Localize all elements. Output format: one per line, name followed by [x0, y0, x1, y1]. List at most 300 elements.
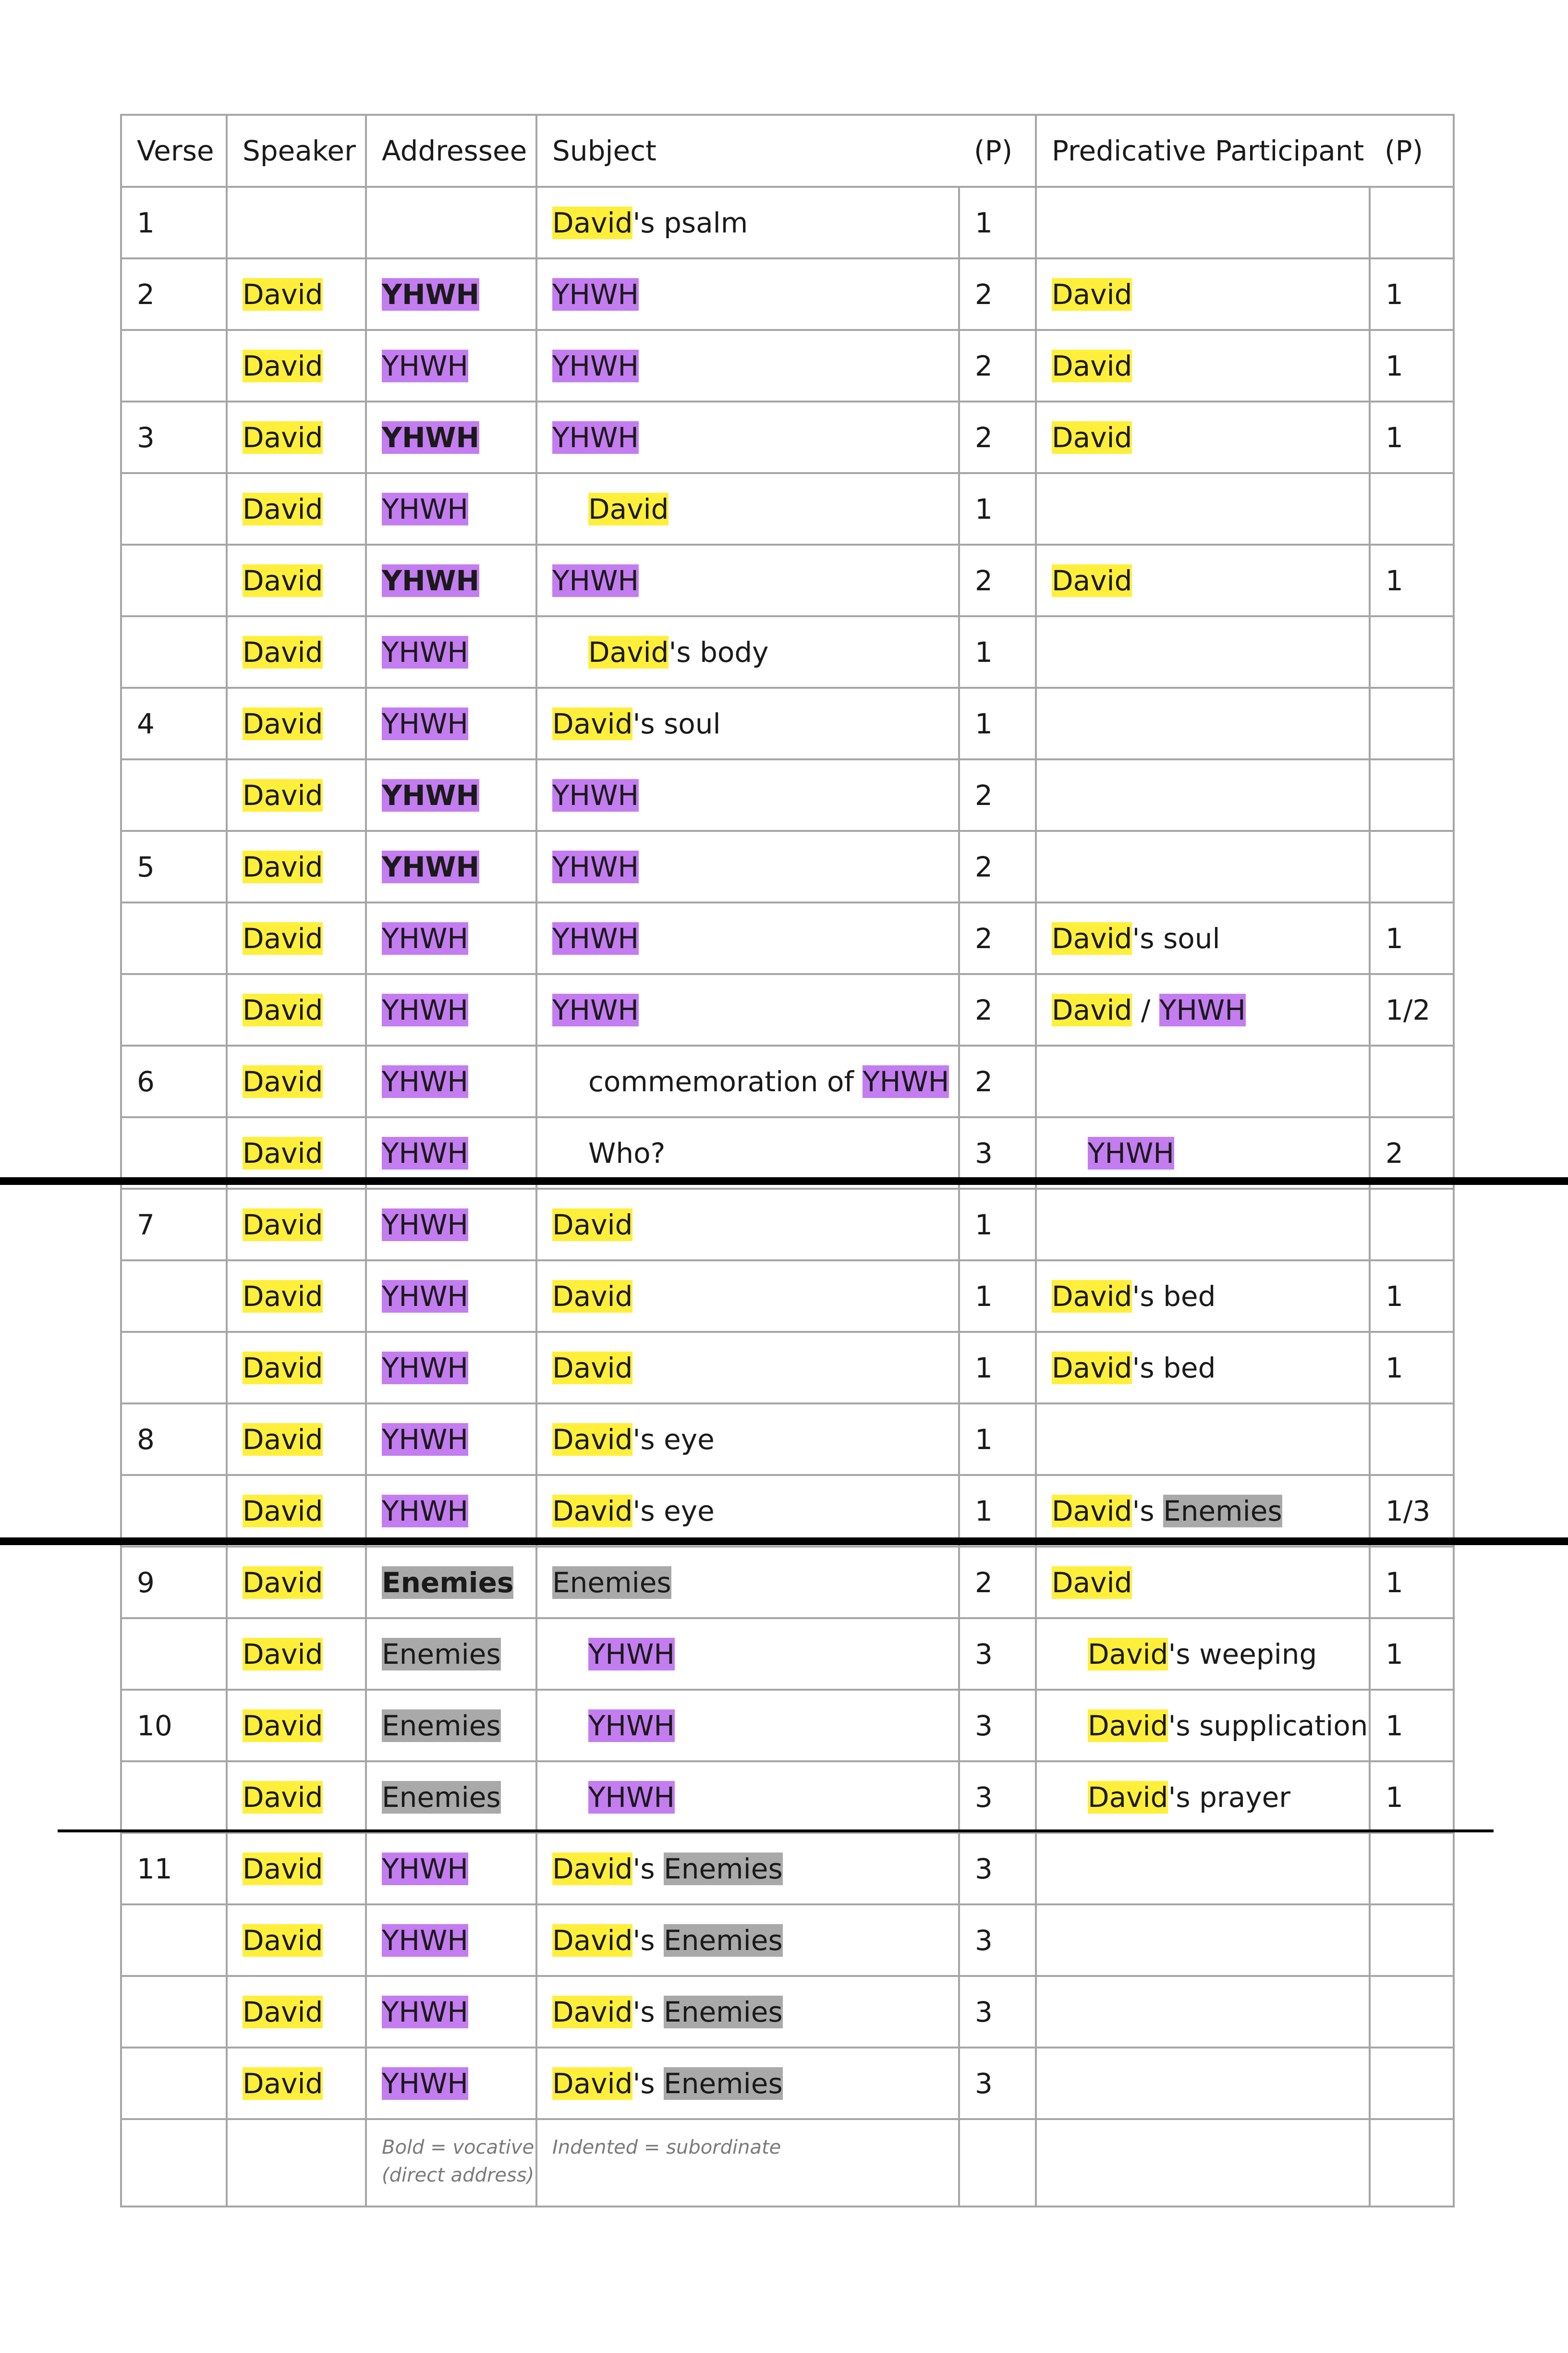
yhwh-highlight: YHWH	[552, 564, 639, 597]
participant-table	[120, 114, 1455, 2207]
david-highlight: David	[1052, 349, 1132, 382]
predicative-cell	[1036, 974, 1370, 1046]
predicative-cell	[1036, 330, 1370, 402]
addressee-cell	[366, 1761, 536, 1833]
table-row	[121, 1976, 1454, 2048]
david-highlight: David	[552, 1995, 633, 2028]
david-highlight: David	[552, 1208, 633, 1241]
text-segment: 's	[632, 2067, 664, 2100]
legend-vocative-note: Bold = vocative (direct address)	[382, 2136, 535, 2186]
subject-cell	[536, 2048, 959, 2119]
subordinate-indent	[1052, 1137, 1174, 1170]
subordinate-indent	[552, 1638, 675, 1670]
enemies-highlight: Enemies	[382, 1566, 514, 1599]
david-highlight: David	[243, 1780, 323, 1814]
david-highlight: David	[243, 779, 323, 812]
david-highlight: David	[243, 1924, 323, 1957]
subject-person-cell: 2	[959, 330, 1036, 402]
legend-cell-subject	[536, 2119, 959, 2207]
predicative-cell	[1036, 1046, 1370, 1117]
yhwh-highlight: YHWH	[552, 850, 639, 883]
subordinate-indent	[1052, 1638, 1317, 1670]
subject-cell	[536, 688, 959, 759]
yhwh-highlight: YHWH	[382, 1136, 469, 1170]
subject-person-cell: 3	[959, 1761, 1036, 1833]
subject-cell	[536, 1189, 959, 1260]
enemies-highlight: Enemies	[382, 1780, 501, 1814]
verse-cell: 10	[121, 1690, 227, 1761]
subject-cell	[536, 1403, 959, 1475]
subject-person-cell: 2	[959, 974, 1036, 1046]
yhwh-highlight: YHWH	[382, 1494, 469, 1527]
subject-cell	[536, 1904, 959, 1976]
subject-cell	[536, 1260, 959, 1332]
legend-row	[121, 2119, 1454, 2207]
verse-cell	[121, 473, 227, 545]
predicative-cell	[1036, 902, 1370, 974]
header-verse: Verse	[121, 115, 227, 187]
david-highlight: David	[1052, 1280, 1132, 1313]
text-segment: 's	[1132, 1494, 1164, 1527]
yhwh-highlight: YHWH	[382, 707, 469, 740]
subject-person-cell: 1	[959, 1475, 1036, 1547]
speaker-cell	[227, 831, 366, 902]
predicative-cell	[1036, 1904, 1370, 1976]
text-segment: 's weeping	[1168, 1637, 1317, 1670]
verse-cell	[121, 902, 227, 974]
header-subject-person: (P)	[959, 115, 1036, 187]
speaker-cell	[227, 902, 366, 974]
verse-cell	[121, 616, 227, 688]
addressee-cell	[366, 1976, 536, 2048]
text-segment: 's	[632, 1924, 664, 1957]
table-row	[121, 402, 1454, 473]
david-highlight: David	[243, 1208, 323, 1241]
text-segment: 's	[632, 1852, 664, 1885]
yhwh-highlight: YHWH	[382, 993, 469, 1026]
text-segment: 's body	[669, 635, 769, 669]
david-highlight: David	[243, 1852, 323, 1885]
table-row	[121, 1761, 1454, 1833]
text-segment: Who?	[588, 1136, 666, 1170]
david-highlight: David	[243, 850, 323, 883]
header-row	[121, 115, 1454, 187]
addressee-cell	[366, 1618, 536, 1690]
yhwh-highlight: YHWH	[588, 1780, 675, 1814]
predicative-cell	[1036, 616, 1370, 688]
subject-cell	[536, 1761, 959, 1833]
verse-cell	[121, 1976, 227, 2048]
yhwh-highlight: YHWH	[552, 421, 639, 454]
legend-indent-note: Indented = subordinate	[552, 2136, 781, 2158]
addressee-cell	[366, 688, 536, 759]
predicative-person-cell	[1370, 187, 1454, 258]
subject-person-cell: 1	[959, 1403, 1036, 1475]
addressee-cell	[366, 1189, 536, 1260]
predicative-person-cell: 1/3	[1370, 1475, 1454, 1547]
predicative-cell	[1036, 1547, 1370, 1618]
legend-cell-speaker	[227, 2119, 366, 2207]
predicative-person-cell: 1/2	[1370, 974, 1454, 1046]
speaker-cell	[227, 1332, 366, 1403]
subject-person-cell: 2	[959, 545, 1036, 616]
subject-cell	[536, 1475, 959, 1547]
yhwh-highlight: YHWH	[382, 922, 469, 955]
table-row	[121, 258, 1454, 330]
subject-person-cell: 3	[959, 1690, 1036, 1761]
subordinate-indent	[1052, 1709, 1368, 1742]
speaker-cell	[227, 258, 366, 330]
verse-cell: 8	[121, 1403, 227, 1475]
text-segment: commemoration of	[588, 1065, 863, 1098]
subject-cell	[536, 545, 959, 616]
david-highlight: David	[552, 1494, 633, 1527]
predicative-person-cell	[1370, 1189, 1454, 1260]
predicative-cell	[1036, 1976, 1370, 2048]
david-highlight: David	[1088, 1780, 1168, 1814]
yhwh-highlight: YHWH	[588, 1709, 675, 1742]
predicative-cell	[1036, 402, 1370, 473]
verse-cell	[121, 1260, 227, 1332]
subject-cell	[536, 473, 959, 545]
david-highlight: David	[243, 421, 323, 454]
section-divider	[0, 1537, 1568, 1545]
predicative-cell	[1036, 759, 1370, 831]
predicative-person-cell: 2	[1370, 1117, 1454, 1189]
speaker-cell	[227, 1833, 366, 1904]
addressee-cell	[366, 2048, 536, 2119]
subordinate-indent	[552, 636, 769, 669]
subject-person-cell: 3	[959, 1618, 1036, 1690]
david-highlight: David	[552, 1423, 633, 1456]
predicative-cell	[1036, 258, 1370, 330]
speaker-cell	[227, 1761, 366, 1833]
subject-cell	[536, 616, 959, 688]
yhwh-highlight: YHWH	[382, 1852, 469, 1885]
speaker-cell	[227, 187, 366, 258]
speaker-cell	[227, 1403, 366, 1475]
yhwh-highlight: YHWH	[382, 1351, 469, 1384]
david-highlight: David	[243, 922, 323, 955]
predicative-person-cell	[1370, 1403, 1454, 1475]
table-row	[121, 187, 1454, 258]
david-highlight: David	[243, 492, 323, 525]
david-highlight: David	[588, 635, 669, 669]
predicative-person-cell	[1370, 1976, 1454, 2048]
subject-person-cell: 1	[959, 1260, 1036, 1332]
table-row	[121, 688, 1454, 759]
predicative-person-cell	[1370, 1833, 1454, 1904]
yhwh-highlight: YHWH	[382, 349, 469, 382]
predicative-cell	[1036, 1761, 1370, 1833]
predicative-cell	[1036, 1403, 1370, 1475]
david-highlight: David	[243, 635, 323, 669]
predicative-person-cell: 1	[1370, 1618, 1454, 1690]
yhwh-highlight: YHWH	[552, 922, 639, 955]
verse-cell	[121, 1475, 227, 1547]
subject-person-cell: 3	[959, 2048, 1036, 2119]
david-highlight: David	[1052, 564, 1132, 597]
speaker-cell	[227, 1904, 366, 1976]
yhwh-highlight: YHWH	[1159, 993, 1246, 1026]
yhwh-highlight: YHWH	[382, 1280, 469, 1313]
david-highlight: David	[1088, 1637, 1168, 1670]
table-row	[121, 616, 1454, 688]
enemies-highlight: Enemies	[1163, 1494, 1282, 1527]
addressee-cell	[366, 258, 536, 330]
section-divider	[0, 1177, 1568, 1185]
predicative-person-cell: 1	[1370, 545, 1454, 616]
table-row	[121, 1833, 1454, 1904]
table-row	[121, 1904, 1454, 1976]
predicative-cell	[1036, 1833, 1370, 1904]
subject-cell	[536, 1046, 959, 1117]
enemies-highlight: Enemies	[552, 1566, 671, 1599]
predicative-person-cell	[1370, 473, 1454, 545]
addressee-cell	[366, 330, 536, 402]
predicative-cell	[1036, 1618, 1370, 1690]
speaker-cell	[227, 1046, 366, 1117]
david-highlight: David	[1088, 1709, 1168, 1742]
predicative-person-cell: 1	[1370, 1260, 1454, 1332]
yhwh-highlight: YHWH	[382, 1208, 469, 1241]
table-row	[121, 1403, 1454, 1475]
table-row	[121, 473, 1454, 545]
subject-person-cell: 3	[959, 1117, 1036, 1189]
text-segment: 's soul	[1132, 922, 1220, 955]
subject-person-cell: 2	[959, 1547, 1036, 1618]
table-row	[121, 1332, 1454, 1403]
verse-cell	[121, 974, 227, 1046]
text-segment: 's bed	[1132, 1351, 1216, 1384]
addressee-cell	[366, 759, 536, 831]
predicative-cell	[1036, 688, 1370, 759]
table-row	[121, 759, 1454, 831]
predicative-cell	[1036, 831, 1370, 902]
text-segment: /	[1132, 993, 1159, 1026]
predicative-person-cell: 1	[1370, 902, 1454, 974]
predicative-person-cell: 1	[1370, 330, 1454, 402]
subject-cell	[536, 1618, 959, 1690]
legend-cell-addressee	[366, 2119, 536, 2207]
speaker-cell	[227, 330, 366, 402]
predicative-cell	[1036, 1690, 1370, 1761]
david-highlight: David	[588, 492, 669, 525]
david-highlight: David	[243, 1351, 323, 1384]
verse-cell	[121, 2048, 227, 2119]
subject-cell	[536, 402, 959, 473]
text-segment: 's psalm	[632, 206, 748, 239]
predicative-cell	[1036, 545, 1370, 616]
david-highlight: David	[243, 1136, 323, 1170]
david-highlight: David	[1052, 1494, 1132, 1527]
addressee-cell	[366, 902, 536, 974]
subject-person-cell: 1	[959, 473, 1036, 545]
yhwh-highlight: YHWH	[552, 779, 639, 812]
subject-person-cell: 3	[959, 1833, 1036, 1904]
verse-cell: 1	[121, 187, 227, 258]
david-highlight: David	[1052, 993, 1132, 1026]
david-highlight: David	[552, 1852, 633, 1885]
subject-cell	[536, 1690, 959, 1761]
subject-person-cell: 2	[959, 902, 1036, 974]
david-highlight: David	[243, 278, 323, 311]
predicative-cell	[1036, 1189, 1370, 1260]
table-row	[121, 974, 1454, 1046]
verse-cell: 9	[121, 1547, 227, 1618]
predicative-person-cell	[1370, 688, 1454, 759]
subordinate-indent	[552, 1781, 675, 1814]
predicative-cell	[1036, 1332, 1370, 1403]
verse-cell: 4	[121, 688, 227, 759]
david-highlight: David	[243, 1709, 323, 1742]
table-row	[121, 1260, 1454, 1332]
subject-cell	[536, 902, 959, 974]
addressee-cell	[366, 187, 536, 258]
yhwh-highlight: YHWH	[382, 779, 480, 812]
table-row	[121, 902, 1454, 974]
speaker-cell	[227, 688, 366, 759]
speaker-cell	[227, 974, 366, 1046]
predicative-person-cell: 1	[1370, 402, 1454, 473]
subject-cell	[536, 759, 959, 831]
addressee-cell	[366, 1403, 536, 1475]
table-row	[121, 1189, 1454, 1260]
verse-cell	[121, 759, 227, 831]
addressee-cell	[366, 974, 536, 1046]
david-highlight: David	[243, 1637, 323, 1670]
subject-person-cell: 1	[959, 616, 1036, 688]
verse-cell: 3	[121, 402, 227, 473]
verse-cell	[121, 545, 227, 616]
addressee-cell	[366, 1690, 536, 1761]
subject-cell	[536, 1332, 959, 1403]
predicative-cell	[1036, 1475, 1370, 1547]
subject-cell	[536, 1833, 959, 1904]
addressee-cell	[366, 473, 536, 545]
david-highlight: David	[243, 1566, 323, 1599]
speaker-cell	[227, 1976, 366, 2048]
header-predicative-participant: Predicative Participant	[1036, 115, 1370, 187]
enemies-highlight: Enemies	[382, 1637, 501, 1670]
enemies-highlight: Enemies	[382, 1709, 501, 1742]
text-segment: 's eye	[632, 1423, 715, 1456]
text-segment: 's	[632, 1995, 664, 2028]
header-speaker: Speaker	[227, 115, 366, 187]
addressee-cell	[366, 1904, 536, 1976]
table-row	[121, 1475, 1454, 1547]
subject-cell	[536, 974, 959, 1046]
speaker-cell	[227, 1475, 366, 1547]
speaker-cell	[227, 616, 366, 688]
speaker-cell	[227, 473, 366, 545]
header-subject: Subject	[536, 115, 959, 187]
enemies-highlight: Enemies	[664, 2067, 783, 2100]
subject-cell	[536, 1976, 959, 2048]
yhwh-highlight: YHWH	[863, 1065, 949, 1098]
verse-cell	[121, 330, 227, 402]
predicative-cell	[1036, 187, 1370, 258]
legend-cell-p1	[959, 2119, 1036, 2207]
david-highlight: David	[1052, 1351, 1132, 1384]
legend-cell-p2	[1370, 2119, 1454, 2207]
subordinate-indent	[1052, 1781, 1290, 1814]
speaker-cell	[227, 2048, 366, 2119]
subordinate-indent	[552, 1065, 949, 1098]
david-highlight: David	[1052, 1566, 1132, 1599]
addressee-cell	[366, 616, 536, 688]
subject-person-cell: 1	[959, 187, 1036, 258]
predicative-person-cell: 1	[1370, 1761, 1454, 1833]
predicative-person-cell: 1	[1370, 1547, 1454, 1618]
yhwh-highlight: YHWH	[552, 278, 639, 311]
addressee-cell	[366, 402, 536, 473]
david-highlight: David	[552, 1351, 633, 1384]
legend-cell-verse	[121, 2119, 227, 2207]
section-divider	[58, 1829, 1494, 1832]
yhwh-highlight: YHWH	[382, 421, 480, 454]
david-highlight: David	[552, 707, 633, 740]
speaker-cell	[227, 402, 366, 473]
david-highlight: David	[552, 1924, 633, 1957]
legend-cell-pred	[1036, 2119, 1370, 2207]
subject-person-cell: 2	[959, 258, 1036, 330]
yhwh-highlight: YHWH	[382, 1065, 469, 1098]
enemies-highlight: Enemies	[664, 1924, 783, 1957]
addressee-cell	[366, 831, 536, 902]
david-highlight: David	[243, 1280, 323, 1313]
subject-cell	[536, 187, 959, 258]
predicative-cell	[1036, 473, 1370, 545]
subject-cell	[536, 1547, 959, 1618]
speaker-cell	[227, 1618, 366, 1690]
table-row	[121, 330, 1454, 402]
table-row	[121, 1046, 1454, 1117]
yhwh-highlight: YHWH	[382, 1423, 469, 1456]
verse-cell: 7	[121, 1189, 227, 1260]
table-row	[121, 545, 1454, 616]
david-highlight: David	[243, 1995, 323, 2028]
addressee-cell	[366, 1332, 536, 1403]
subordinate-indent	[552, 1137, 665, 1170]
david-highlight: David	[552, 206, 633, 239]
verse-cell	[121, 1332, 227, 1403]
predicative-person-cell: 1	[1370, 258, 1454, 330]
david-highlight: David	[243, 1065, 323, 1098]
yhwh-highlight: YHWH	[588, 1637, 675, 1670]
speaker-cell	[227, 759, 366, 831]
predicative-person-cell	[1370, 616, 1454, 688]
subject-person-cell: 3	[959, 1976, 1036, 2048]
david-highlight: David	[1052, 421, 1132, 454]
subordinate-indent	[552, 1709, 675, 1742]
david-highlight: David	[243, 1494, 323, 1527]
verse-cell: 5	[121, 831, 227, 902]
header-predicative-person: (P)	[1370, 115, 1454, 187]
text-segment: 's eye	[632, 1494, 715, 1527]
text-segment: 's bed	[1132, 1280, 1216, 1313]
subordinate-indent	[552, 493, 669, 525]
table-row	[121, 1618, 1454, 1690]
yhwh-highlight: YHWH	[382, 492, 469, 525]
header-addressee: Addressee	[366, 115, 536, 187]
yhwh-highlight: YHWH	[382, 2067, 469, 2100]
david-highlight: David	[552, 1280, 633, 1313]
david-highlight: David	[552, 2067, 633, 2100]
verse-cell: 6	[121, 1046, 227, 1117]
addressee-cell	[366, 1475, 536, 1547]
yhwh-highlight: YHWH	[382, 1995, 469, 2028]
